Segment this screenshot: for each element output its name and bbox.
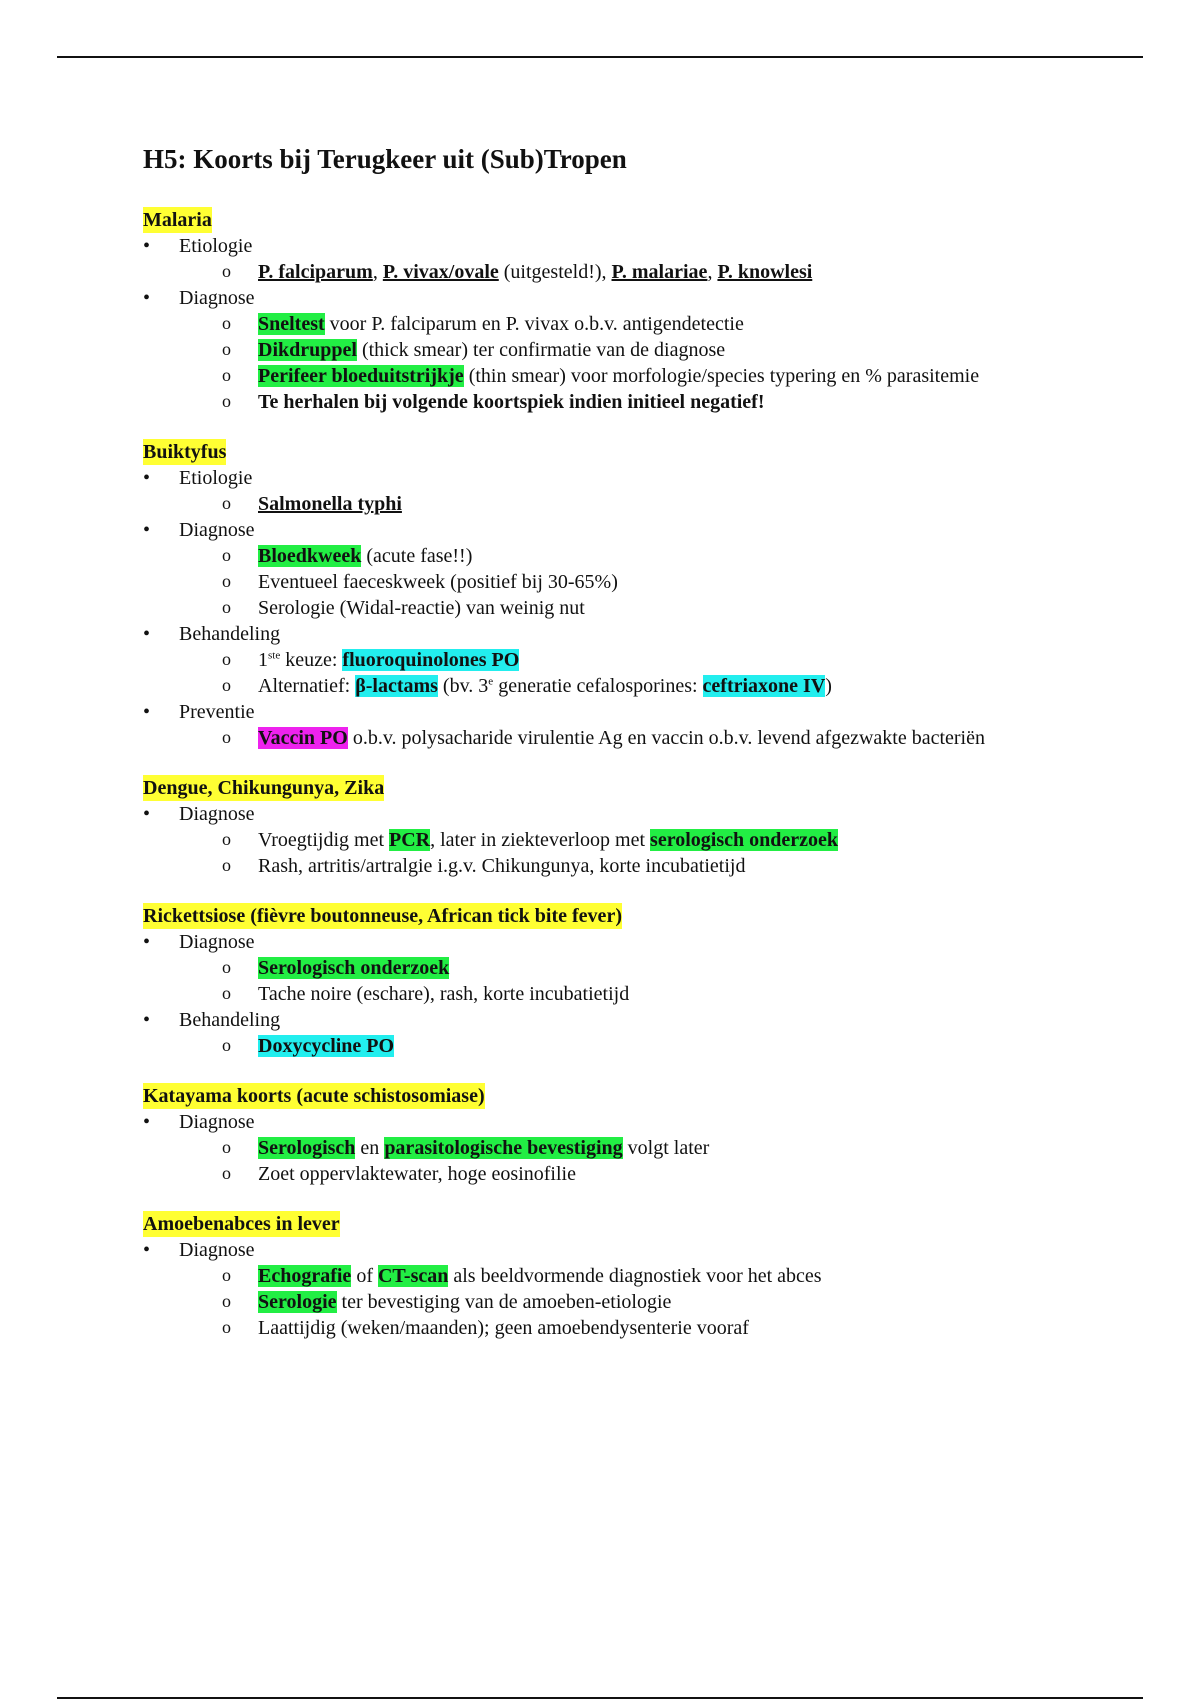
list-item: o Serologie ter bevestiging van de amoeben-etiologie bbox=[179, 1289, 1103, 1315]
section-title: Amoebenabces in lever bbox=[143, 1213, 340, 1235]
section-buiktyfus bbox=[143, 439, 1103, 751]
list-item: o Rash, artritis/artralgie i.g.v. Chikungunya, korte incubatietijd bbox=[179, 853, 1103, 879]
section-amoebenabces bbox=[143, 1211, 1103, 1341]
header-rule bbox=[57, 56, 1143, 58]
document-body bbox=[143, 141, 1103, 1365]
list-item: o Serologisch onderzoek bbox=[179, 955, 1103, 981]
list-item: o Bloedkweek (acute fase!!) bbox=[179, 543, 1103, 569]
section-dengue bbox=[143, 775, 1103, 879]
footer-rule bbox=[57, 1697, 1143, 1699]
list-item: o Vroegtijdig met PCR, later in ziekteverloop met serologisch onderzoek bbox=[179, 827, 1103, 853]
list-item: • Diagnose o Sneltest voor P. falciparum en P. vivax o.b.v. antigendetectie o Dikdruppel (thick smear) ter confirmatie van de diagnose o Perifeer bloeduitstrijkje (thin smear) voor morfologie/species typering en % parasitemie o Te herhalen bij volgende koortspiek indien initieel negatief! bbox=[143, 285, 1103, 415]
list-item: o Vaccin PO o.b.v. polysacharide virulentie Ag en vaccin o.b.v. levend afgezwakte bacteriën bbox=[179, 725, 1103, 751]
list-item: o Zoet oppervlaktewater, hoge eosinofilie bbox=[179, 1161, 1103, 1187]
section-title: Malaria bbox=[143, 209, 212, 231]
section-malaria bbox=[143, 207, 1103, 415]
list-item: • Behandeling o 1ste keuze: fluoroquinolones PO o Alternatief: β-lactams (bv. 3e generatie cefalosporines: ceftriaxone IV) bbox=[143, 621, 1103, 699]
list-item: o 1ste keuze: fluoroquinolones PO bbox=[179, 647, 1103, 673]
list-item: • Diagnose o Bloedkweek (acute fase!!) o Eventueel faeceskweek (positief bij 30-65%) o Serologie (Widal-reactie) van weinig nut bbox=[143, 517, 1103, 621]
list-item: • Diagnose o Serologisch onderzoek o Tache noire (eschare), rash, korte incubatietijd bbox=[143, 929, 1103, 1007]
list-item: o Echografie of CT-scan als beeldvormende diagnostiek voor het abces bbox=[179, 1263, 1103, 1289]
list-item: o P. falciparum, P. vivax/ovale (uitgesteld!), P. malariae, P. knowlesi bbox=[179, 259, 1103, 285]
section-title: Dengue, Chikungunya, Zika bbox=[143, 777, 385, 799]
list-item: o Serologisch en parasitologische bevestiging volgt later bbox=[179, 1135, 1103, 1161]
list-item: o Tache noire (eschare), rash, korte incubatietijd bbox=[179, 981, 1103, 1007]
list-item: o Perifeer bloeduitstrijkje (thin smear) voor morfologie/species typering en % parasitemie bbox=[179, 363, 1103, 389]
list-item: o Dikdruppel (thick smear) ter confirmatie van de diagnose bbox=[179, 337, 1103, 363]
list-item: • Etiologie o P. falciparum, P. vivax/ovale (uitgesteld!), P. malariae, P. knowlesi bbox=[143, 233, 1103, 285]
list-item: o Salmonella typhi bbox=[179, 491, 1103, 517]
list-item: • Preventie o Vaccin PO o.b.v. polysacharide virulentie Ag en vaccin o.b.v. levend afgezwakte bacteriën bbox=[143, 699, 1103, 751]
list-item: • Diagnose o Serologisch en parasitologische bevestiging volgt later o Zoet oppervlaktewater, hoge eosinofilie bbox=[143, 1109, 1103, 1187]
section-title: Rickettsiose (fièvre boutonneuse, African tick bite fever) bbox=[143, 905, 622, 927]
list-item: o Doxycycline PO bbox=[179, 1033, 1103, 1059]
list-item: • Behandeling o Doxycycline PO bbox=[143, 1007, 1103, 1059]
list-item: o Te herhalen bij volgende koortspiek indien initieel negatief! bbox=[179, 389, 1103, 415]
list-item: o Serologie (Widal-reactie) van weinig nut bbox=[179, 595, 1103, 621]
list-item: • Diagnose o Echografie of CT-scan als beeldvormende diagnostiek voor het abces o Serologie ter bevestiging van de amoeben-etiologie o Laattijdig (weken/maanden); geen amoebendysenterie vooraf bbox=[143, 1237, 1103, 1341]
list-item: o Sneltest voor P. falciparum en P. vivax o.b.v. antigendetectie bbox=[179, 311, 1103, 337]
page-title: H5: Koorts bij Terugkeer uit (Sub)Tropen bbox=[143, 144, 627, 174]
list-item: • Etiologie o Salmonella typhi bbox=[143, 465, 1103, 517]
list-item: o Laattijdig (weken/maanden); geen amoebendysenterie vooraf bbox=[179, 1315, 1103, 1341]
list-item: o Alternatief: β-lactams (bv. 3e generatie cefalosporines: ceftriaxone IV) bbox=[179, 673, 1103, 699]
section-katayama bbox=[143, 1083, 1103, 1187]
list-item: • Diagnose o Vroegtijdig met PCR, later in ziekteverloop met serologisch onderzoek o Rash, artritis/artralgie i.g.v. Chikungunya, korte incubatietijd bbox=[143, 801, 1103, 879]
section-rickettsiose bbox=[143, 903, 1103, 1059]
section-title: Katayama koorts (acute schistosomiase) bbox=[143, 1085, 485, 1107]
section-title: Buiktyfus bbox=[143, 441, 227, 463]
list-item: o Eventueel faeceskweek (positief bij 30-65%) bbox=[179, 569, 1103, 595]
